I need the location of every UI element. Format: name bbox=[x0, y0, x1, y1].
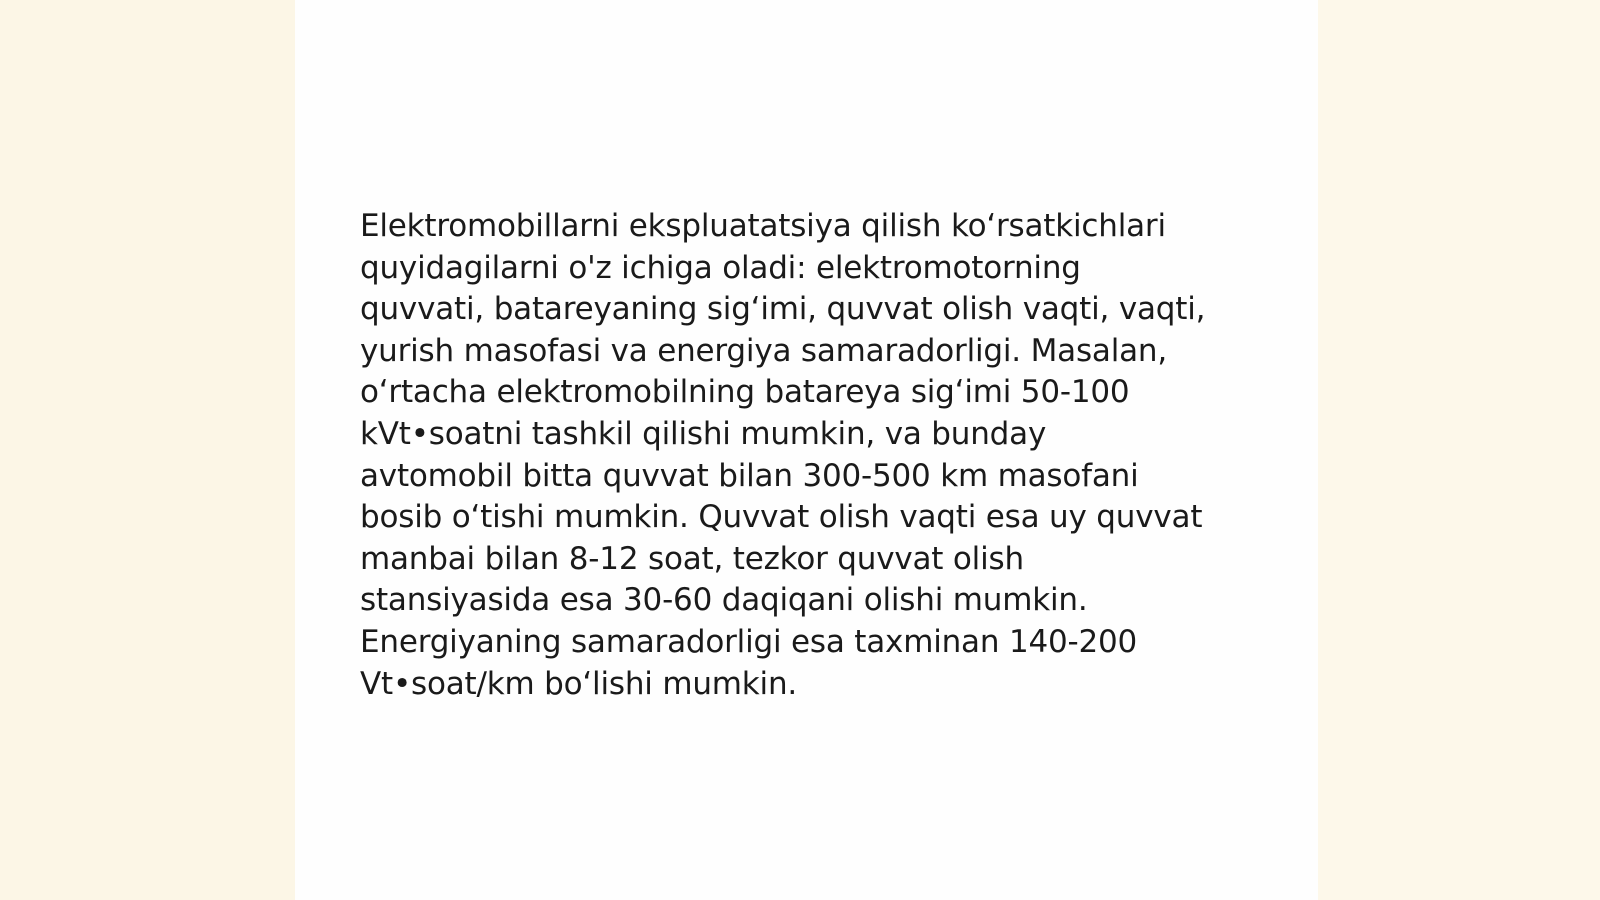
text-line: avtomobil bitta quvvat bilan 300-500 km masofani bbox=[360, 457, 1139, 494]
right-background-panel bbox=[1318, 0, 1600, 900]
text-line: Vt•soat/km boʻlishi mumkin. bbox=[360, 665, 798, 702]
left-background-panel bbox=[0, 0, 295, 900]
text-line: oʻrtacha elektromobilning batareya sigʻimi 50-100 bbox=[360, 374, 1130, 411]
text-line: quyidagilarni o'z ichiga oladi: elektromotorning bbox=[360, 249, 1081, 286]
text-line: quvvati, batareyaning sigʻimi, quvvat olish vaqti, vaqti, bbox=[360, 291, 1206, 328]
text-line: kVt•soatni tashkil qilishi mumkin, va bunday bbox=[360, 415, 1047, 452]
slide-body-text bbox=[360, 206, 1260, 705]
text-line: Elektromobillarni ekspluatatsiya qilish koʻrsatkichlari bbox=[360, 208, 1166, 244]
text-line: yurish masofasi va energiya samaradorligi. Masalan, bbox=[360, 332, 1168, 369]
text-line: Energiyaning samaradorligi esa taxminan 140-200 bbox=[360, 623, 1138, 660]
text-line: bosib oʻtishi mumkin. Quvvat olish vaqti esa uy quvvat bbox=[360, 499, 1203, 536]
slide-canvas bbox=[295, 0, 1318, 900]
text-line: stansiyasida esa 30-60 daqiqani olishi mumkin. bbox=[360, 582, 1088, 619]
text-line: manbai bilan 8-12 soat, tezkor quvvat olish bbox=[360, 540, 1024, 577]
